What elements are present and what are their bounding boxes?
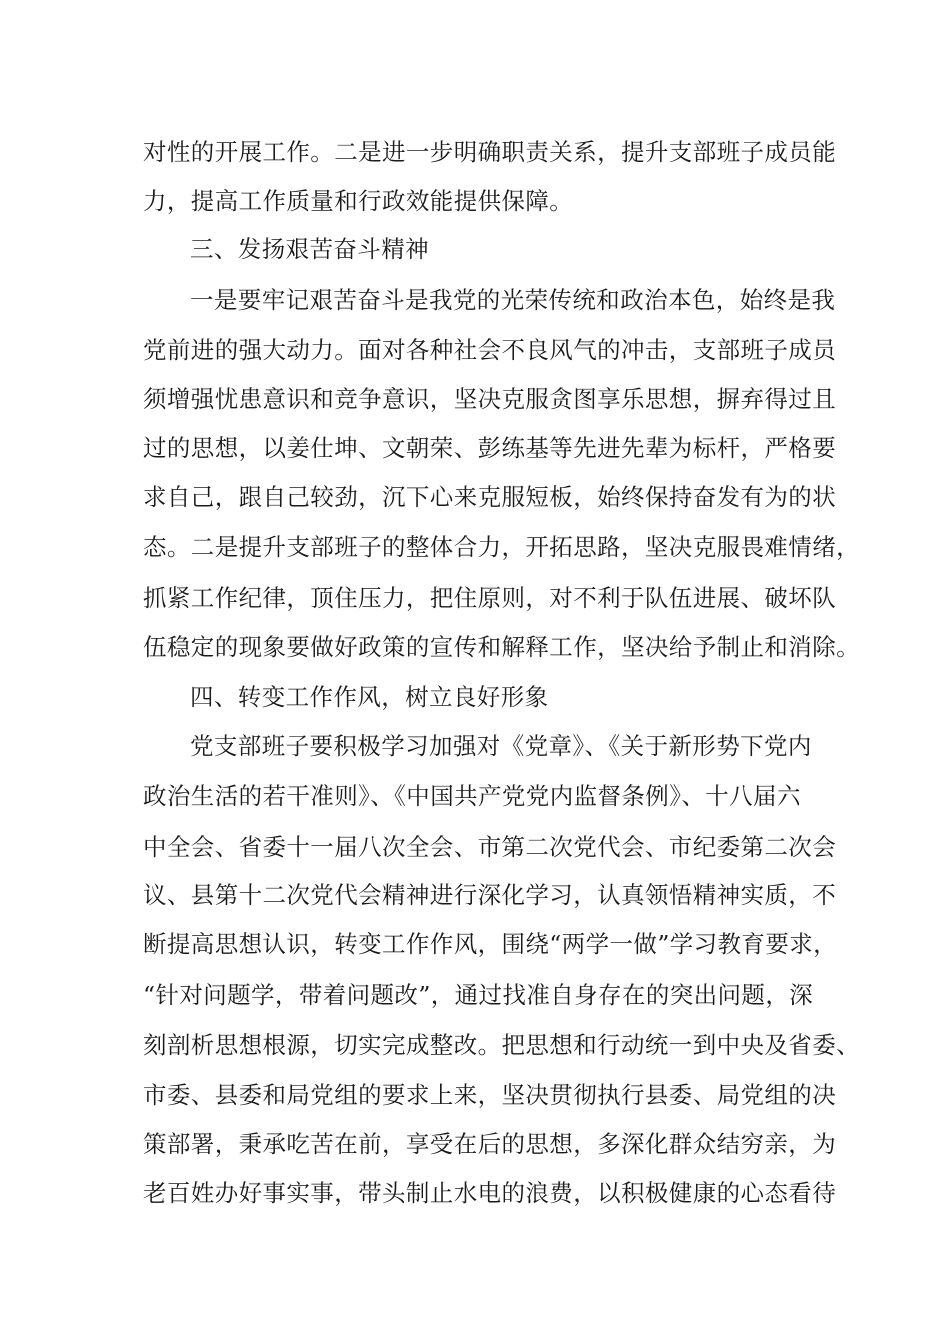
text-line: 中全会、省委十一届八次全会、市第二次党代会、市纪委第二次会	[143, 833, 837, 861]
text-line: 一是要牢记艰苦奋斗是我党的光荣传统和政治本色，始终是我	[190, 286, 836, 314]
text-line: 对性的开展工作。二是进一步明确职责关系，提升支部班子成员能	[143, 138, 837, 166]
text-line: 抓紧工作纪律，顶住压力，把住原则，对不利于队伍进展、破坏队	[143, 584, 837, 612]
text-line: 力，提高工作质量和行政效能提供保障。	[143, 187, 574, 215]
text-line: 党支部班子要积极学习加强对《党章》、《关于新形势下党内	[190, 732, 812, 760]
text-line: 求自己，跟自己较劲，沉下心来克服短板，始终保持奋发有为的状	[143, 483, 837, 511]
text-line: 党前进的强大动力。面对各种社会不良风气的冲击，支部班子成员	[143, 336, 837, 364]
text-line: 市委、县委和局党组的要求上来，坚决贯彻执行县委、局党组的决	[143, 1081, 837, 1109]
text-line: 伍稳定的现象要做好政策的宣传和解释工作，坚决给予制止和消除。	[143, 633, 860, 661]
section-heading: 四、转变工作作风，树立良好形象	[190, 683, 549, 711]
text-line: 刻剖析思想根源，切实完成整改。把思想和行动统一到中央及省委、	[143, 1031, 860, 1059]
text-line: 须增强忧患意识和竞争意识，坚决克服贪图享乐思想，摒弃得过且	[143, 385, 837, 413]
text-line: 策部署，秉承吃苦在前，享受在后的思想，多深化群众结穷亲，为	[143, 1130, 837, 1158]
text-line: 老百姓办好事实事，带头制止水电的浪费，以积极健康的心态看待	[143, 1179, 837, 1207]
section-heading: 三、发扬艰苦奋斗精神	[190, 235, 429, 263]
text-line: “针对问题学，带着问题改”，通过找准自身存在的突出问题，深	[143, 981, 814, 1009]
text-line: 政治生活的若干准则》、《中国共产党党内监督条例》、十八届六	[143, 782, 801, 810]
text-line: 过的思想，以姜仕坤、文朝荣、彭练基等先进先辈为标杆，严格要	[143, 434, 837, 462]
text-line: 断提高思想认识，转变工作作风，围绕“两学一做”学习教育要求，	[143, 930, 838, 958]
text-line: 议、县第十二次党代会精神进行深化学习，认真领悟精神实质，不	[143, 881, 837, 909]
text-line: 态。二是提升支部班子的整体合力，开拓思路，坚决克服畏难情绪，	[143, 533, 860, 561]
